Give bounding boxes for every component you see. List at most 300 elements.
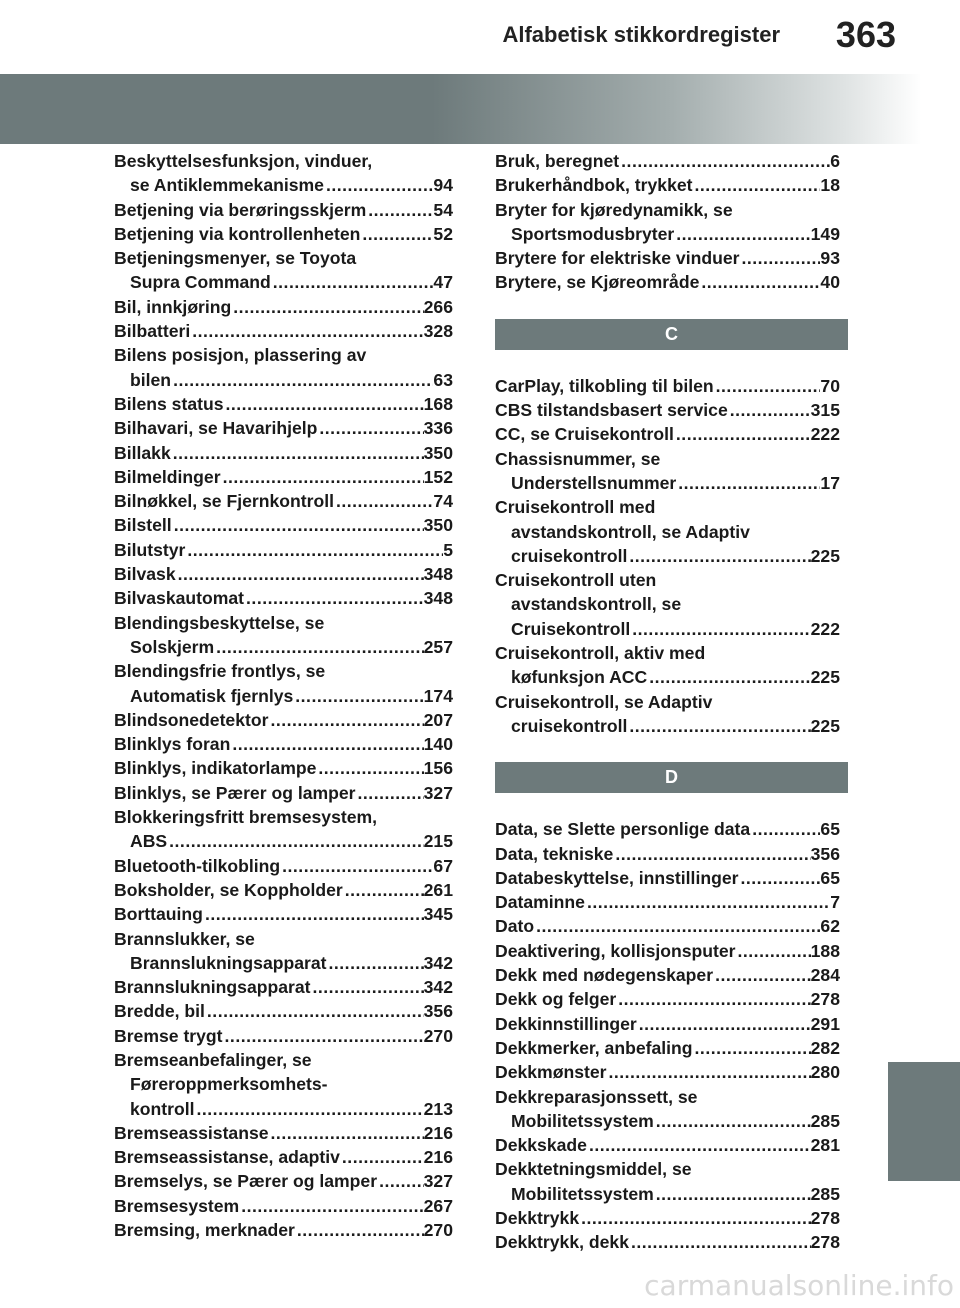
index-entry-text: Data, se Slette personlige data [495, 819, 751, 840]
dot-leader [334, 489, 433, 513]
index-entry-text: Betjening via berøringsskjerm [114, 199, 367, 220]
index-entry [495, 1133, 840, 1157]
index-page-number: 65 [820, 819, 840, 840]
index-entry-text: ABS [130, 831, 168, 852]
index-entry-text: avstandskontroll, se [511, 594, 682, 615]
index-entry-text: Dekkmønster [495, 1062, 607, 1083]
index-entry [495, 1085, 840, 1134]
index-entry-line [114, 173, 453, 197]
index-entry-line [495, 1012, 840, 1036]
index-entry [495, 866, 840, 890]
index-entry [495, 173, 840, 197]
index-entry [495, 1060, 840, 1084]
index-entry-text: Bilvask [114, 564, 176, 585]
index-entry [495, 987, 840, 1011]
index-entry-text: Brannslukningsapparat [130, 952, 327, 973]
index-entry-text: Bilmeldinger [114, 466, 221, 487]
index-entry-text: Blokkeringsfritt bremsesystem, [114, 807, 378, 828]
watermark: carmanualsonline.info [644, 1269, 954, 1302]
index-entry-text: cruisekontroll [511, 545, 628, 566]
index-page-number: 327 [423, 782, 453, 803]
index-entry-line [495, 1157, 840, 1181]
dot-leader [221, 465, 424, 489]
index-entry-text: Brytere for elektriske vinduer [495, 248, 740, 269]
index-entry [495, 690, 840, 739]
index-page-number: 54 [433, 199, 453, 220]
index-entry-line [114, 708, 453, 732]
index-entry [495, 1157, 840, 1206]
index-entry-line [495, 1182, 840, 1206]
index-entry-text: Borttauing [114, 904, 203, 925]
index-entry-line [495, 866, 840, 890]
dot-leader [269, 1121, 424, 1145]
dot-leader [693, 173, 821, 197]
dot-leader [647, 665, 810, 689]
index-entry [114, 319, 453, 343]
index-page-number: 342 [423, 952, 453, 973]
index-page-number: 52 [433, 223, 453, 244]
dot-leader [616, 987, 810, 1011]
page-header [0, 0, 960, 62]
dot-leader [317, 416, 423, 440]
dot-leader [654, 1182, 811, 1206]
index-page-number: 93 [820, 248, 840, 269]
index-entry [114, 1169, 453, 1193]
dot-leader [230, 732, 423, 756]
index-entry-text: Bilhavari, se Havarihjelp [114, 418, 318, 439]
index-page-number: 149 [810, 223, 840, 244]
index-entry-line [114, 416, 453, 440]
index-entry [495, 817, 840, 841]
dot-leader [674, 422, 811, 446]
index-entry-line [114, 684, 453, 708]
index-entry-line [114, 951, 453, 975]
index-page-number: 266 [423, 296, 453, 317]
index-entry-line [495, 714, 840, 738]
dot-leader [316, 756, 423, 780]
header-title: Alfabetisk stikkordregister [502, 22, 780, 47]
index-entry-text: Dekkinnstillinger [495, 1013, 637, 1034]
index-page-number: 40 [820, 272, 840, 293]
index-entry-line [495, 222, 840, 246]
index-entry [495, 963, 840, 987]
index-entry-text: Bremsing, merknader [114, 1220, 295, 1241]
dot-leader [203, 902, 424, 926]
index-entry-line [114, 781, 453, 805]
index-entry-line [114, 586, 453, 610]
index-entry [114, 562, 453, 586]
dot-leader [674, 222, 810, 246]
index-entry [114, 295, 453, 319]
index-entry [114, 1218, 453, 1242]
index-entry [114, 611, 453, 660]
dot-leader [654, 1109, 811, 1133]
index-entry-line [114, 611, 453, 635]
index-entry [495, 1206, 840, 1230]
index-entry [114, 854, 453, 878]
index-entry [114, 149, 453, 198]
index-page-number: 47 [433, 272, 453, 293]
dot-leader [311, 975, 424, 999]
index-entry-text: Dekk med nødegenskaper [495, 965, 714, 986]
index-entry [114, 1121, 453, 1145]
dot-leader [231, 295, 423, 319]
index-entry-text: Bremse trygt [114, 1025, 223, 1046]
index-page-number: 327 [423, 1171, 453, 1192]
index-entry-line [114, 295, 453, 319]
index-page-number: 7 [830, 892, 840, 913]
index-page-number: 284 [810, 965, 840, 986]
index-page-number: 285 [810, 1110, 840, 1131]
dot-leader [736, 939, 811, 963]
index-entry-text: Deaktivering, kollisjonsputer [495, 940, 736, 961]
section-header-d: D [495, 762, 848, 793]
index-entry-line [495, 842, 840, 866]
index-entry-text: Bilbatteri [114, 321, 191, 342]
index-entry-line [114, 222, 453, 246]
index-entry [495, 1012, 840, 1036]
index-entry-text: Bremseassistanse [114, 1122, 269, 1143]
index-entry [114, 927, 453, 976]
index-entry-line [114, 465, 453, 489]
index-entry-line [495, 1060, 840, 1084]
index-entry-line [114, 489, 453, 513]
index-entry-text: Bruk, beregnet [495, 151, 620, 171]
index-entry-line [495, 817, 840, 841]
index-entry [114, 732, 453, 756]
index-page-number: 261 [423, 879, 453, 900]
index-entry [495, 568, 840, 641]
index-entry-text: Brannslukker, se [114, 928, 255, 949]
index-entry-text: Data, tekniske [495, 843, 614, 864]
index-entry-line [114, 999, 453, 1023]
index-page-number: 62 [820, 916, 840, 937]
index-entry-text: Dekkskade [495, 1135, 587, 1156]
index-page-number: 345 [423, 904, 453, 925]
index-entry-text: Blendingsbeskyttelse, se [114, 612, 325, 633]
index-page-number: 278 [810, 989, 840, 1010]
index-entry-line [495, 890, 840, 914]
index-column-right [495, 149, 840, 1255]
index-page-number: 315 [810, 400, 840, 421]
index-entry [114, 1194, 453, 1218]
dot-leader [713, 963, 811, 987]
index-page-number: 278 [810, 1207, 840, 1228]
index-entry-text: Brannslukningsapparat [114, 977, 311, 998]
index-entry [114, 1145, 453, 1169]
index-entry-line [495, 1109, 840, 1133]
index-entry-text: Mobilitetssystem [511, 1183, 654, 1204]
index-entry-line [114, 659, 453, 683]
dot-leader [190, 319, 423, 343]
index-page-number: 207 [423, 709, 453, 730]
index-page-number: 356 [423, 1001, 453, 1022]
dot-leader [271, 270, 434, 294]
index-entry-line [114, 270, 453, 294]
index-entry-line [495, 963, 840, 987]
dot-leader [224, 392, 424, 416]
dot-leader [293, 684, 423, 708]
index-entry-line [495, 544, 840, 568]
index-page-number: 168 [423, 393, 453, 414]
index-entry-text: Bremseassistanse, adaptiv [114, 1147, 340, 1168]
dot-leader [280, 854, 433, 878]
dot-leader [244, 586, 424, 610]
index-entry [114, 756, 453, 780]
index-page-number: 74 [433, 491, 453, 512]
index-entry [114, 975, 453, 999]
dot-leader [699, 270, 820, 294]
dot-leader [171, 441, 424, 465]
index-page-number: 67 [433, 855, 453, 876]
index-entry-text: Bremsesystem [114, 1195, 240, 1216]
index-entry [114, 416, 453, 440]
index-entry-text: Bredde, bil [114, 1001, 205, 1022]
dot-leader [585, 890, 830, 914]
dot-leader [172, 513, 424, 537]
dot-leader [176, 562, 424, 586]
index-entry-line [114, 538, 453, 562]
index-page-number: 342 [423, 977, 453, 998]
index-page-number: 215 [423, 831, 453, 852]
index-entry [495, 914, 840, 938]
dot-leader [627, 714, 810, 738]
index-entry-line [114, 927, 453, 951]
index-entry-text: Bilstell [114, 515, 172, 536]
index-page-number: 216 [423, 1122, 453, 1143]
dot-leader [613, 842, 810, 866]
index-entry-text: Dataminne [495, 892, 585, 913]
index-page-number: 336 [423, 418, 453, 439]
index-entry-text: Chassisnummer, se [495, 448, 661, 469]
dot-leader [377, 1169, 424, 1193]
index-entry-line [114, 805, 453, 829]
index-entry-text: Bryter for kjøredynamikk, se [495, 199, 733, 220]
index-entry [114, 902, 453, 926]
index-entry-text: Dato [495, 916, 535, 937]
index-entry [114, 999, 453, 1023]
dot-leader [205, 999, 424, 1023]
page-number: 363 [835, 14, 896, 55]
index-entry-text: Cruisekontroll, se Adaptiv [495, 691, 713, 712]
index-entry-text: Solskjerm [130, 636, 215, 657]
index-entry-line [114, 441, 453, 465]
index-entry-line [495, 471, 840, 495]
index-entry-line [495, 617, 840, 641]
index-page-number: 222 [810, 424, 840, 445]
index-page-number: 5 [443, 539, 453, 560]
index-entry-text: Bremselys, se Pærer og lamper [114, 1171, 378, 1192]
index-page-number: 156 [423, 758, 453, 779]
index-page-number: 280 [810, 1062, 840, 1083]
index-entry-text: Databeskyttelse, innstillinger [495, 867, 739, 888]
index-entry-line [114, 513, 453, 537]
index-entry [495, 149, 840, 173]
index-entry [495, 422, 840, 446]
index-page-number: 225 [810, 715, 840, 736]
index-entry [495, 495, 840, 568]
index-entry-line [495, 149, 840, 173]
dot-leader [295, 1218, 424, 1242]
dot-leader [356, 781, 424, 805]
dot-leader [619, 149, 830, 173]
index-entry-line [495, 939, 840, 963]
index-entry-text: kontroll [130, 1098, 195, 1119]
index-column-left [114, 149, 453, 1242]
index-page-number: 348 [423, 564, 453, 585]
index-entry-text: Automatisk fjernlys [130, 685, 294, 706]
index-entry-line [114, 1145, 453, 1169]
index-entry-line [114, 1072, 453, 1096]
index-entry-text: Dekktrykk [495, 1207, 580, 1228]
dot-leader [606, 1060, 810, 1084]
index-entry-text: Cruisekontroll med [495, 497, 656, 518]
index-entry [495, 398, 840, 422]
index-entry [114, 805, 453, 854]
index-entry-line [495, 914, 840, 938]
index-entry-line [114, 1024, 453, 1048]
index-entry-line [114, 756, 453, 780]
dot-leader [629, 1230, 811, 1254]
index-entry-line [114, 246, 453, 270]
index-entry-text: Dekktrykk, dekk [495, 1232, 629, 1253]
dot-leader [676, 471, 820, 495]
index-entry-text: Bil, innkjøring [114, 296, 232, 317]
dot-leader [324, 173, 433, 197]
index-page-number: 291 [810, 1013, 840, 1034]
index-page-number: 356 [810, 843, 840, 864]
index-entry-text: cruisekontroll [511, 715, 628, 736]
index-entry-line [495, 198, 840, 222]
index-entry-text: Boksholder, se Koppholder [114, 879, 343, 900]
index-entry [114, 878, 453, 902]
index-entry [495, 1036, 840, 1060]
index-entry-line [114, 392, 453, 416]
dot-leader [360, 222, 433, 246]
index-entry-text: Beskyttelsesfunksjon, vinduer, [114, 151, 373, 171]
index-page-number: 348 [423, 588, 453, 609]
dot-leader [195, 1097, 424, 1121]
index-entry [495, 270, 840, 294]
index-entry-line [495, 1085, 840, 1109]
index-entry-line [495, 1230, 840, 1254]
index-entry-text: Sportsmodusbryter [511, 223, 675, 244]
index-entry-line [495, 1036, 840, 1060]
index-entry-text: Bilens status [114, 393, 224, 414]
index-entry-text: se Antiklemmekanisme [130, 175, 324, 196]
section-header-c: C [495, 319, 848, 350]
dot-leader [728, 398, 811, 422]
index-entry-line [495, 398, 840, 422]
index-entry-text: Mobilitetssystem [511, 1110, 654, 1131]
index-entry [495, 842, 840, 866]
index-entry-text: Cruisekontroll uten [495, 570, 657, 591]
index-entry-line [114, 149, 453, 173]
index-entry [114, 489, 453, 513]
index-entry-line [114, 878, 453, 902]
index-page-number: 270 [423, 1025, 453, 1046]
index-entry [495, 374, 840, 398]
dot-leader [327, 951, 424, 975]
index-page-number: 278 [810, 1232, 840, 1253]
index-entry-line [114, 343, 453, 367]
index-entry [114, 513, 453, 537]
index-entry-text: Blinklys, indikatorlampe [114, 758, 317, 779]
index-group-c [495, 374, 840, 738]
index-page-number: 328 [423, 321, 453, 342]
index-entry-line [114, 562, 453, 586]
dot-leader [239, 1194, 423, 1218]
index-entry [114, 246, 453, 295]
dot-leader [587, 1133, 811, 1157]
dot-leader [738, 866, 820, 890]
index-entry-text: CarPlay, tilkobling til bilen [495, 375, 714, 396]
index-entry-text: Cruisekontroll [511, 618, 631, 639]
index-entry-line [114, 975, 453, 999]
index-page-number: 174 [423, 685, 453, 706]
index-entry-text: Bluetooth-tilkobling [114, 855, 281, 876]
index-page-number: 216 [423, 1147, 453, 1168]
index-entry [114, 1048, 453, 1121]
index-entry [495, 246, 840, 270]
index-entry [495, 447, 840, 496]
index-entry [495, 198, 840, 247]
index-entry-line [495, 495, 840, 519]
index-entry-text: bilen [130, 369, 172, 390]
index-entry-text: Dekkmerker, anbefaling [495, 1037, 693, 1058]
index-entry [114, 343, 453, 392]
index-entry-text: CC, se Cruisekontroll [495, 424, 674, 445]
dot-leader [343, 878, 424, 902]
index-entry-text: Bilens posisjon, plassering av [114, 345, 367, 366]
index-entry [114, 222, 453, 246]
dot-leader [223, 1024, 424, 1048]
index-entry-line [495, 447, 840, 471]
index-entry-line [114, 635, 453, 659]
index-entry [495, 939, 840, 963]
dot-leader [167, 829, 423, 853]
index-entry-line [114, 829, 453, 853]
index-entry-text: Cruisekontroll, aktiv med [495, 643, 706, 664]
dot-leader [366, 198, 433, 222]
index-entry-line [495, 665, 840, 689]
index-entry-text: Dekkreparasjonssett, se [495, 1086, 698, 1107]
index-entry-line [114, 1169, 453, 1193]
index-page-number: 285 [810, 1183, 840, 1204]
index-page-number: 94 [433, 175, 453, 196]
index-entry-line [495, 270, 840, 294]
index-page-number: 140 [423, 734, 453, 755]
index-page-number: 281 [810, 1135, 840, 1156]
index-entry [114, 538, 453, 562]
index-entry [495, 641, 840, 690]
index-entry-text: køfunksjon ACC [511, 667, 648, 688]
index-entry-text: Betjening via kontrollenheten [114, 223, 361, 244]
index-entry-line [114, 854, 453, 878]
index-page-number: 270 [423, 1220, 453, 1241]
index-entry-line [114, 1218, 453, 1242]
index-page-number: 17 [820, 472, 840, 493]
index-page-number: 6 [830, 151, 840, 171]
index-page-number: 63 [433, 369, 453, 390]
index-entry [114, 198, 453, 222]
decorative-header-band [0, 74, 960, 144]
index-page-number: 350 [423, 515, 453, 536]
index-entry [495, 890, 840, 914]
index-entry [114, 441, 453, 465]
index-entry-text: Føreroppmerksomhets- [130, 1074, 328, 1095]
index-entry-text: Blinklys, se Pærer og lamper [114, 782, 356, 803]
